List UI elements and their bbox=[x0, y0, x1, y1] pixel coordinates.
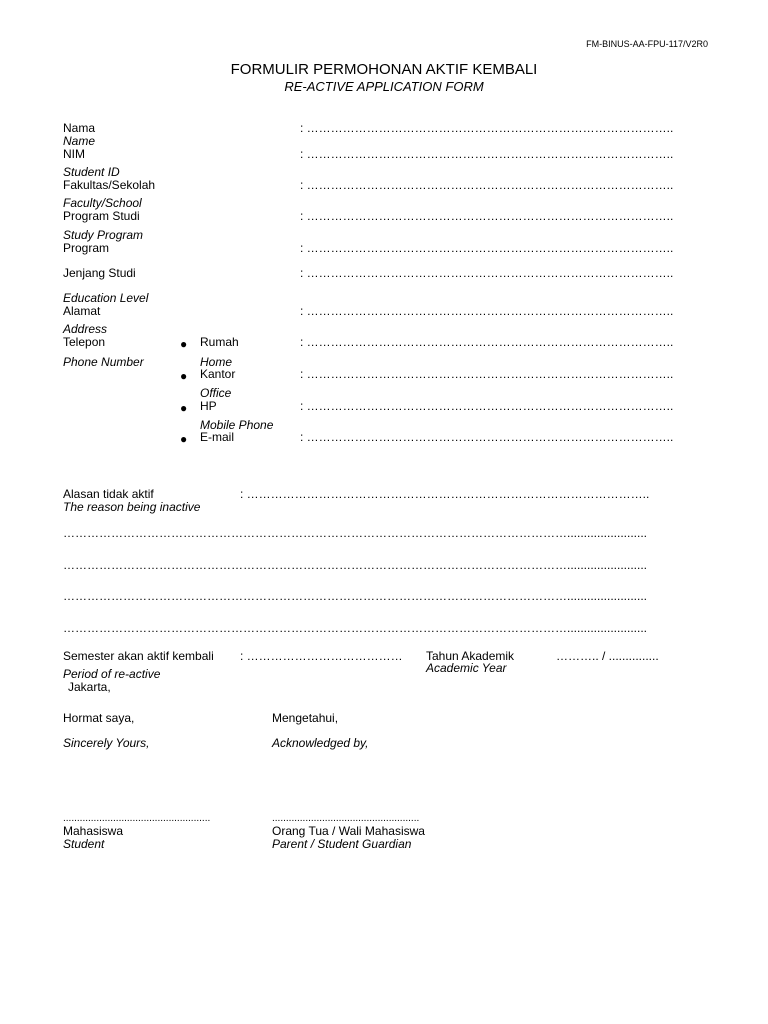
place-label: Jakarta, bbox=[68, 680, 111, 694]
phone-label: Telepon bbox=[63, 335, 106, 349]
bullet-icon: ● bbox=[180, 369, 188, 383]
field-fill-jenjang[interactable]: : ……………………………………………………………………………….. bbox=[300, 266, 674, 280]
signature-line-student[interactable]: ..................................................... bbox=[63, 813, 211, 824]
sign-right-name-sub: Parent / Student Guardian bbox=[272, 837, 412, 851]
sign-left-label: Hormat saya, bbox=[63, 711, 135, 725]
sign-right-name: Orang Tua / Wali Mahasiswa bbox=[272, 824, 425, 838]
field-sub-address: Address bbox=[63, 322, 108, 336]
academic-year-sub: Academic Year bbox=[426, 661, 507, 675]
field-sub-education-level: Education Level bbox=[63, 291, 149, 305]
field-sub-name: Name bbox=[63, 134, 96, 148]
reason-label: Alasan tidak aktif bbox=[63, 487, 154, 501]
field-fill-rumah[interactable]: : ……………………………………………………………………………….. bbox=[300, 335, 674, 349]
field-label-program: Program bbox=[63, 241, 110, 255]
semester-sub: Period of re-active bbox=[63, 667, 161, 681]
bullet-icon: ● bbox=[180, 432, 188, 446]
signature-line-guardian[interactable]: ..................................................... bbox=[272, 813, 420, 824]
phone-item-hp: HP bbox=[200, 399, 217, 413]
academic-year-label: Tahun Akademik bbox=[426, 649, 515, 663]
reason-sub: The reason being inactive bbox=[63, 500, 201, 514]
reason-line-2[interactable]: ………………………………………………………………………………………………………………........................ bbox=[63, 558, 648, 572]
phone-item-sub-mobile: Mobile Phone bbox=[200, 418, 274, 432]
bullet-icon: ● bbox=[180, 401, 188, 415]
field-sub-study-program: Study Program bbox=[63, 228, 144, 242]
field-label-jenjang: Jenjang Studi bbox=[63, 266, 136, 280]
bullet-icon: ● bbox=[180, 337, 188, 351]
phone-item-kantor: Kantor bbox=[200, 367, 236, 381]
phone-item-email: E-mail bbox=[200, 430, 235, 444]
field-fill-kantor[interactable]: : ……………………………………………………………………………….. bbox=[300, 367, 674, 381]
phone-item-sub-office: Office bbox=[200, 386, 232, 400]
sign-left-sub: Sincerely Yours, bbox=[63, 736, 150, 750]
form-subtitle: RE-ACTIVE APPLICATION FORM bbox=[284, 79, 484, 94]
semester-fill[interactable]: : ………………………………… bbox=[240, 649, 403, 663]
field-label-program-studi: Program Studi bbox=[63, 209, 140, 223]
sign-right-sub: Acknowledged by, bbox=[272, 736, 369, 750]
sign-left-name-sub: Student bbox=[63, 837, 105, 851]
field-fill-program[interactable]: : ……………………………………………………………………………….. bbox=[300, 241, 674, 255]
form-title: FORMULIR PERMOHONAN AKTIF KEMBALI bbox=[230, 61, 538, 78]
reason-fill[interactable]: : ……………………………………………………………………………………….. bbox=[240, 487, 650, 501]
sign-left-name: Mahasiswa bbox=[63, 824, 124, 838]
phone-item-sub-home: Home bbox=[200, 355, 233, 369]
field-fill-hp[interactable]: : ……………………………………………………………………………….. bbox=[300, 399, 674, 413]
semester-label: Semester akan aktif kembali bbox=[63, 649, 214, 663]
field-label-alamat: Alamat bbox=[63, 304, 101, 318]
field-sub-faculty: Faculty/School bbox=[63, 196, 142, 210]
field-fill-fakultas[interactable]: : ……………………………………………………………………………….. bbox=[300, 178, 674, 192]
reason-line-1[interactable]: ………………………………………………………………………………………………………………........................ bbox=[63, 526, 648, 540]
field-label-nama: Nama bbox=[63, 121, 96, 135]
reason-line-3[interactable]: ………………………………………………………………………………………………………………........................ bbox=[63, 589, 648, 603]
field-fill-nama[interactable]: : ……………………………………………………………………………….. bbox=[300, 121, 674, 135]
phone-sub: Phone Number bbox=[63, 355, 144, 369]
field-label-fakultas: Fakultas/Sekolah bbox=[63, 178, 156, 192]
field-fill-nim[interactable]: : ……………………………………………………………………………….. bbox=[300, 147, 674, 161]
field-label-nim: NIM bbox=[63, 147, 85, 161]
sign-right-label: Mengetahui, bbox=[272, 711, 339, 725]
field-fill-alamat[interactable]: : ……………………………………………………………………………….. bbox=[300, 304, 674, 318]
field-sub-student-id: Student ID bbox=[63, 165, 120, 179]
phone-item-rumah: Rumah bbox=[200, 335, 239, 349]
field-fill-program-studi[interactable]: : ……………………………………………………………………………….. bbox=[300, 209, 674, 223]
academic-year-fill[interactable]: ……….. / ............... bbox=[556, 649, 659, 663]
field-fill-email[interactable]: : ……………………………………………………………………………….. bbox=[300, 430, 674, 444]
reason-line-4[interactable]: ………………………………………………………………………………………………………………........................ bbox=[63, 621, 648, 635]
form-code: FM-BINUS-AA-FPU-117/V2R0 bbox=[586, 39, 708, 49]
